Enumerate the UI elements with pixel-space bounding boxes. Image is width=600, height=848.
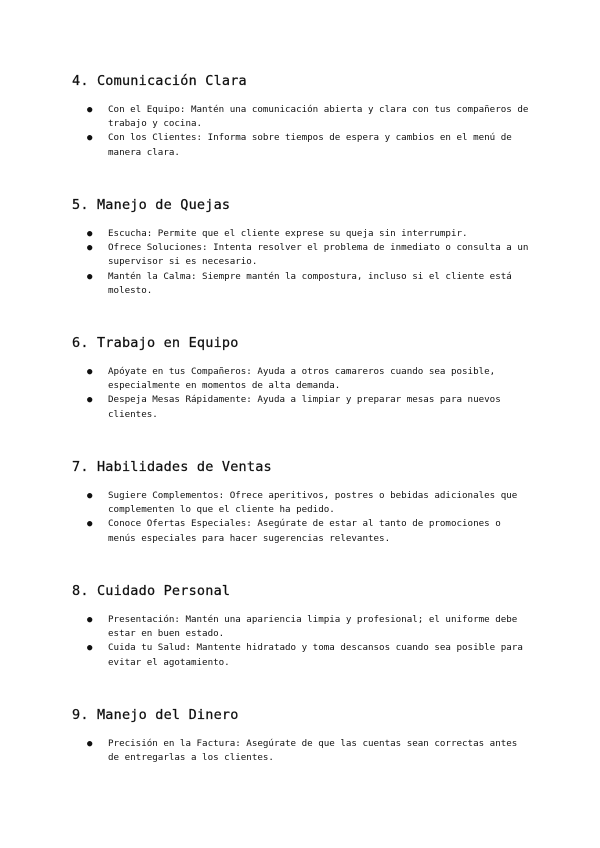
list-item-text: Cuida tu Salud: Mantente hidratado y toma descansos cuando sea posible para evitar el agotamiento. [108,642,523,668]
bullet-list [72,737,532,765]
section-manejo-del-dinero [72,706,532,765]
section-heading: 5. Manejo de Quejas [72,197,231,213]
list-item [72,393,532,421]
bullet-list [72,365,532,422]
list-item-text: Con los Clientes: Informa sobre tiempos de espera y cambios en el menú de manera clara. [108,132,512,158]
bullet-icon: ● [87,615,93,625]
list-item [72,131,532,159]
section-heading: 9. Manejo del Dinero [72,707,239,723]
list-item [72,613,532,641]
list-item-text: Precisión en la Factura: Asegúrate de que las cuentas sean correctas antes de entregarlas a los clientes. [108,738,518,764]
bullet-icon: ● [87,491,93,501]
bullet-list [72,489,532,546]
list-item [72,737,532,765]
list-item [72,241,532,269]
bullet-icon: ● [87,395,93,406]
list-item-text: Escucha: Permite que el cliente exprese su queja sin interrumpir. [108,228,468,239]
list-item-text: Mantén la Calma: Siempre mantén la compostura, incluso si el cliente está molesto. [108,270,512,296]
list-item-text: Presentación: Mantén una apariencia limpia y profesional; el uniforme debe estar en buen estado. [108,614,518,640]
list-item-text: Despeja Mesas Rápidamente: Ayuda a limpiar y preparar mesas para nuevos clientes. [108,394,501,420]
list-item [72,489,532,517]
section-heading: 4. Comunicación Clara [72,73,247,89]
bullet-icon: ● [87,105,93,115]
section-cuidado-personal [72,582,532,670]
section-habilidades-de-ventas [72,458,532,546]
list-item [72,641,532,669]
bullet-icon: ● [87,133,93,144]
list-item-text: Conoce Ofertas Especiales: Asegúrate de estar al tanto de promociones o menús especiales para hacer sugerencias relevantes. [108,518,501,544]
list-item [72,227,532,241]
bullet-list [72,613,532,670]
list-item-text: Ofrece Soluciones: Intenta resolver el problema de inmediato o consulta a un supervisor si es necesario. [108,242,529,268]
list-item [72,103,532,131]
bullet-icon: ● [87,739,93,749]
section-trabajo-en-equipo [72,334,532,422]
bullet-icon: ● [87,243,93,254]
list-item [72,270,532,298]
bullet-icon: ● [87,229,93,239]
section-comunicacion-clara [72,72,532,160]
list-item [72,517,532,545]
bullet-list [72,103,532,160]
list-item-text: Con el Equipo: Mantén una comunicación abierta y clara con tus compañeros de trabajo y cocina. [108,104,529,130]
list-item-text: Apóyate en tus Compañeros: Ayuda a otros camareros cuando sea posible, especialmente en momentos de alta demanda. [108,366,496,392]
bullet-icon: ● [87,271,93,282]
bullet-list [72,227,532,298]
section-heading: 8. Cuidado Personal [72,583,231,599]
bullet-icon: ● [87,643,93,654]
list-item [72,365,532,393]
section-heading: 6. Trabajo en Equipo [72,335,239,351]
section-manejo-de-quejas [72,196,532,298]
bullet-icon: ● [87,367,93,377]
list-item-text: Sugiere Complementos: Ofrece aperitivos, postres o bebidas adicionales que complementen lo que el cliente ha pedido. [108,490,518,516]
section-heading: 7. Habilidades de Ventas [72,459,272,475]
bullet-icon: ● [87,519,93,530]
